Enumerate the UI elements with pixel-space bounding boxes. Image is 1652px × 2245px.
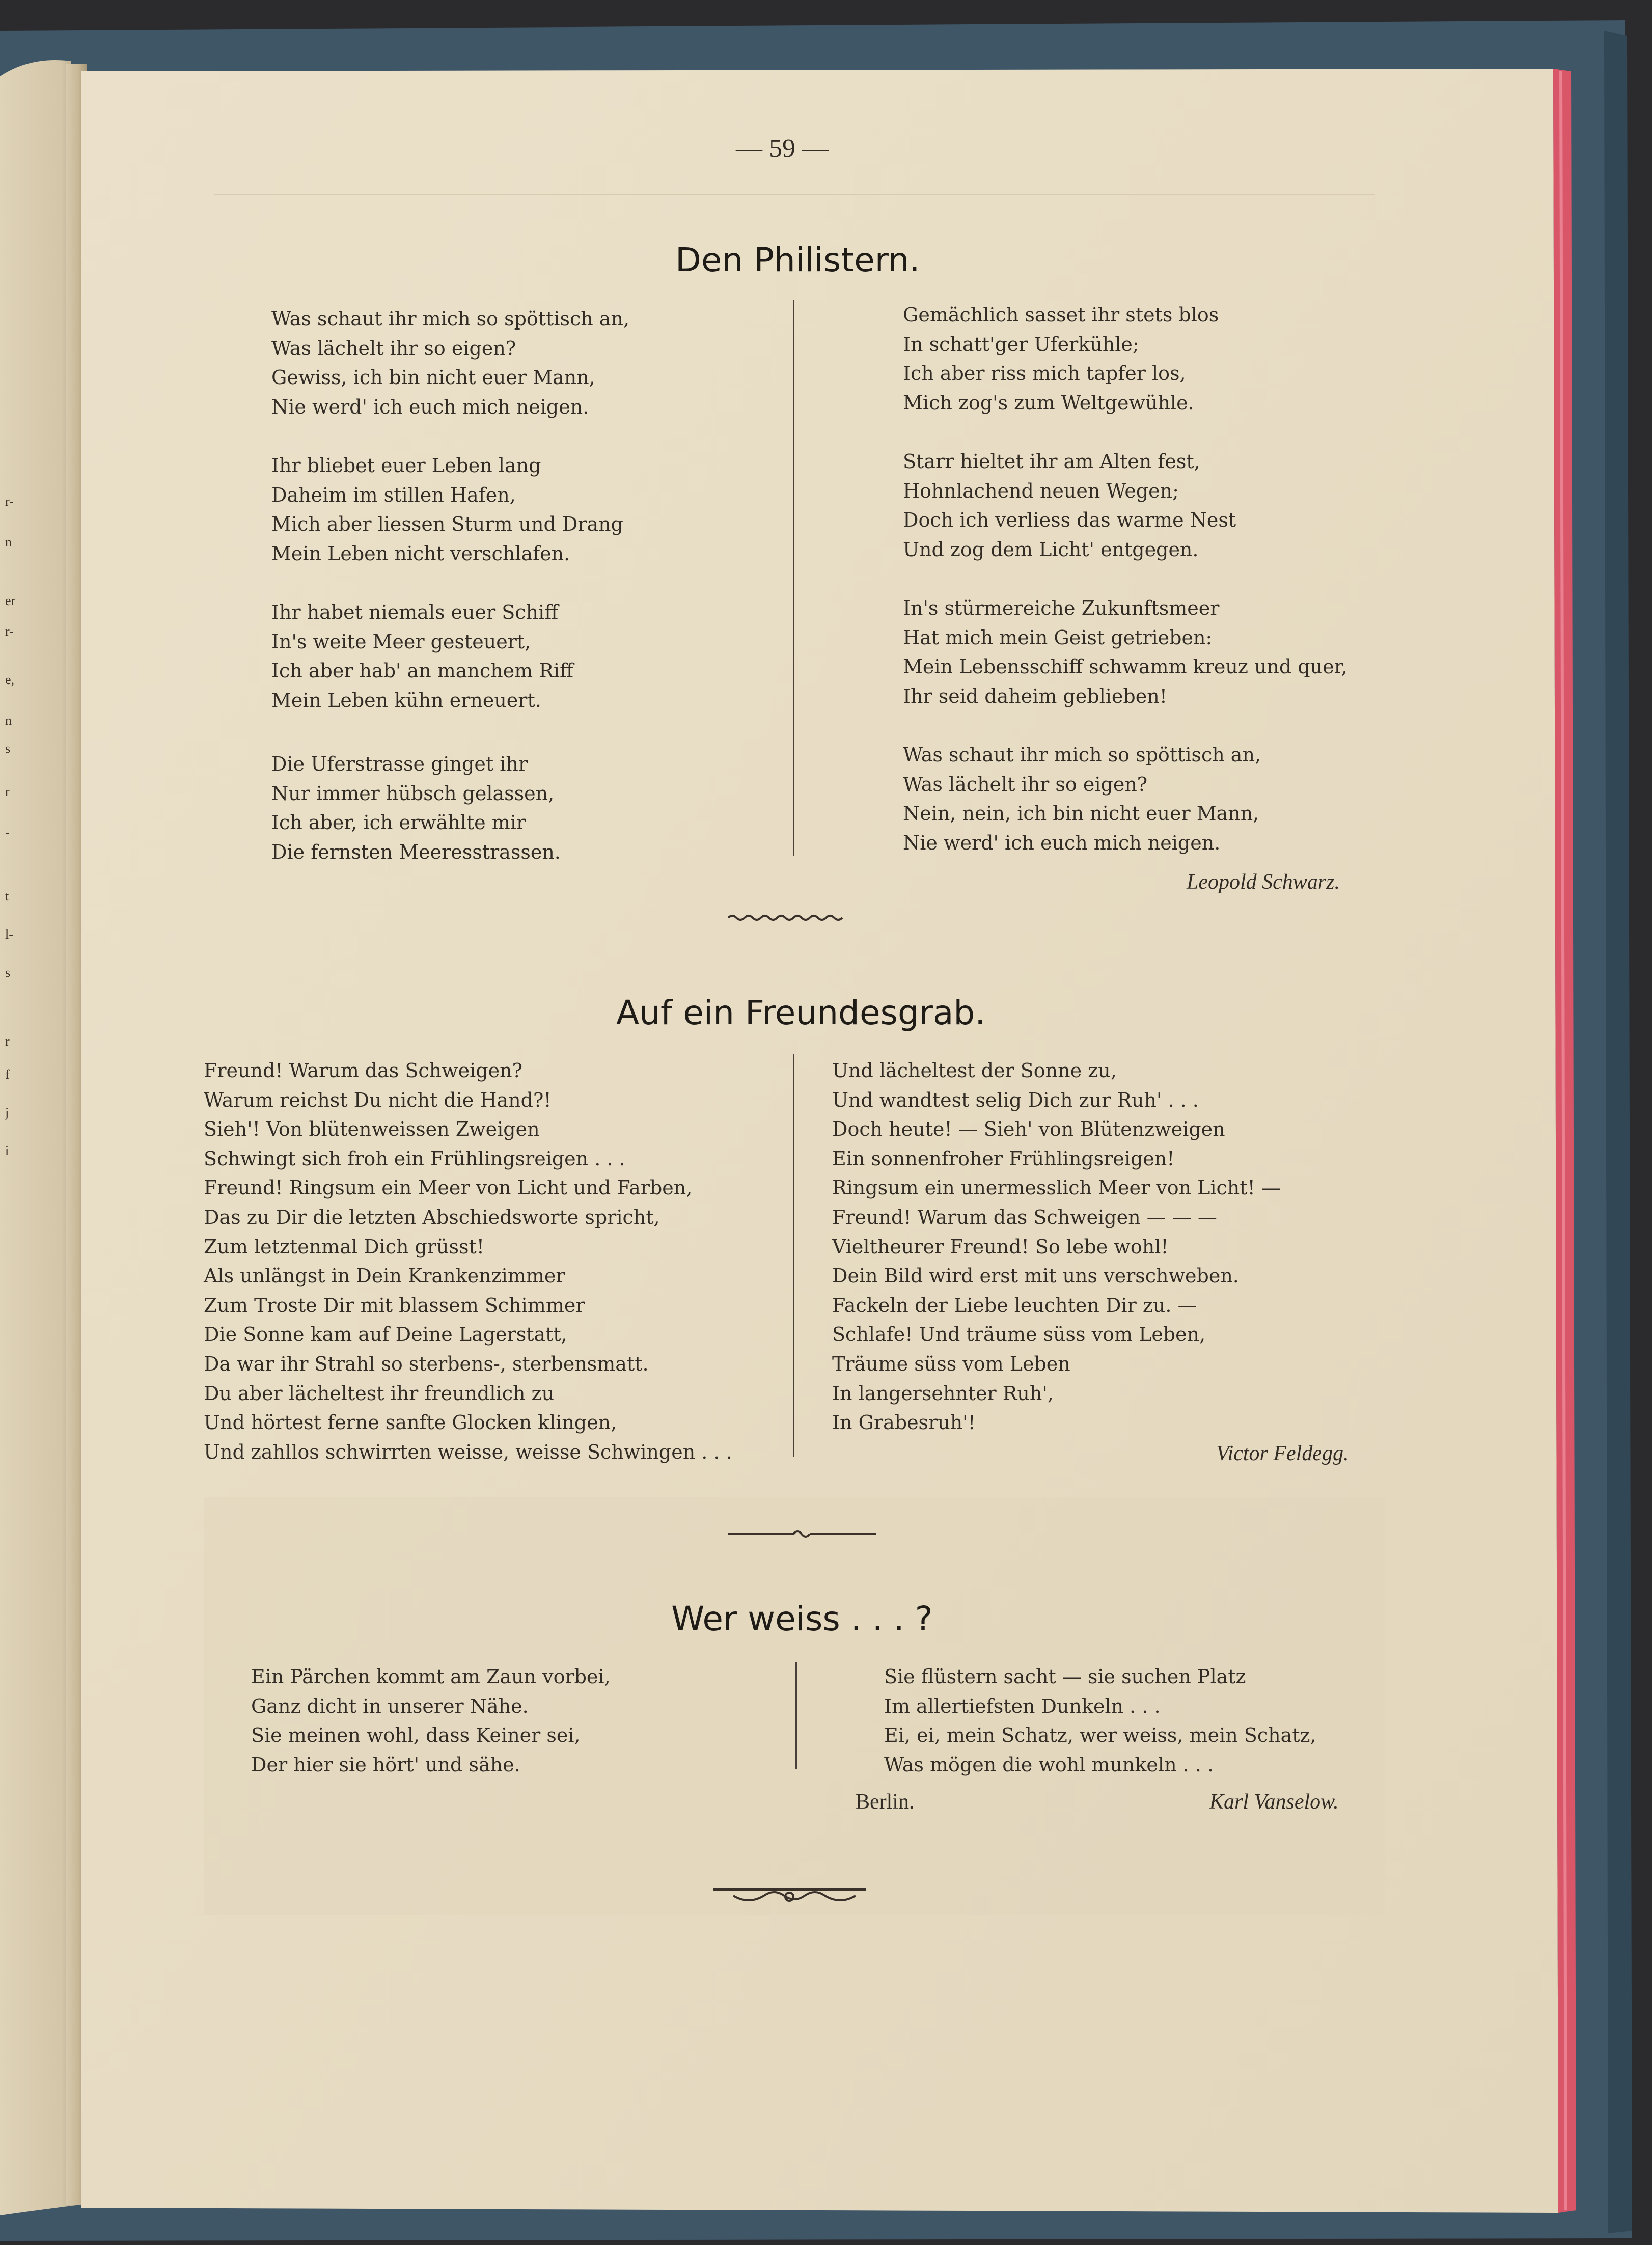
poem-author: Leopold Schwarz.	[1187, 870, 1340, 894]
verse-line: Hohnlachend neuen Wegen;	[903, 479, 1179, 502]
verse-line: Ihr habet niemals euer Schiff	[271, 601, 559, 623]
verse-line: Und hörtest ferne sanfte Glocken klingen,	[204, 1411, 617, 1434]
verse-line: Ein Pärchen kommt am Zaun vorbei,	[251, 1665, 611, 1688]
margin-fragment: i	[5, 1143, 9, 1158]
verse-line: Nie werd' ich euch mich neigen.	[271, 395, 589, 418]
poem-title: Auf ein Freundesgrab.	[616, 993, 986, 1032]
verse-line: Und wandtest selig Dich zur Ruh' . . .	[832, 1088, 1199, 1111]
verse-line: Die Sonne kam auf Deine Lagerstatt,	[204, 1323, 567, 1346]
margin-fragment: s	[5, 741, 11, 756]
verse-line: Starr hieltet ihr am Alten fest,	[903, 450, 1200, 473]
verse-line: Nie werd' ich euch mich neigen.	[903, 831, 1221, 854]
column-divider	[793, 300, 794, 856]
verse-line: Und lächeltest der Sonne zu,	[832, 1059, 1117, 1082]
poem-stanza	[271, 750, 561, 867]
verse-line: Zum Troste Dir mit blassem Schimmer	[204, 1294, 585, 1317]
verse-line: In's weite Meer gesteuert,	[271, 630, 531, 653]
poem-place: Berlin.	[856, 1790, 915, 1814]
poem-title: Den Philistern.	[675, 240, 920, 280]
verse-line: Du aber lächeltest ihr freundlich zu	[204, 1382, 555, 1405]
verse-line: Nur immer hübsch gelassen,	[271, 782, 555, 805]
verse-line: Schwingt sich froh ein Frühlingsreigen . . .	[204, 1147, 625, 1170]
verse-line: Was schaut ihr mich so spöttisch an,	[903, 744, 1261, 766]
margin-fragment: n	[5, 713, 12, 728]
margin-fragment: -	[5, 825, 10, 840]
margin-fragment: e,	[5, 672, 15, 687]
margin-fragment: j	[5, 1105, 9, 1120]
poem-stanza	[884, 1662, 1316, 1779]
margin-fragment: r	[5, 1034, 10, 1049]
verse-line: Warum reichst Du nicht die Hand?!	[204, 1088, 552, 1111]
verse-line: Das zu Dir die letzten Abschiedsworte spricht,	[204, 1206, 660, 1228]
verse-line: Ringsum ein unermesslich Meer von Licht! —	[832, 1176, 1281, 1199]
margin-fragment: r-	[5, 624, 14, 639]
verse-line: Freund! Ringsum ein Meer von Licht und Farben,	[204, 1176, 693, 1199]
verse-line: In langersehnter Ruh',	[832, 1382, 1054, 1405]
verse-line: Mein Leben nicht verschlafen.	[271, 542, 570, 565]
verse-line: Doch ich verliess das warme Nest	[903, 509, 1236, 532]
margin-fragment: er	[5, 593, 16, 608]
verse-line: Sie meinen wohl, dass Keiner sei,	[251, 1724, 581, 1747]
verse-line: Ich aber, ich erwählte mir	[271, 811, 526, 834]
verse-line: Als unlängst in Dein Krankenzimmer	[204, 1265, 565, 1288]
verse-line: Mein Leben kühn erneuert.	[271, 689, 541, 711]
column-divider	[793, 1054, 794, 1457]
verse-line: Ganz dicht in unserer Nähe.	[251, 1694, 529, 1717]
left-page-edge	[0, 60, 76, 2215]
margin-fragment: n	[5, 535, 12, 550]
poem-stanza	[251, 1662, 611, 1779]
poem-stanza	[204, 1056, 732, 1467]
margin-fragment: r-	[5, 494, 14, 509]
verse-line: Und zahllos schwirrten weisse, weisse Schwingen . . .	[204, 1440, 732, 1463]
poem-stanza	[903, 594, 1347, 711]
verse-line: Fackeln der Liebe leuchten Dir zu. —	[832, 1294, 1197, 1317]
poem-title: Wer weiss . . . ?	[671, 1599, 933, 1638]
column-divider	[795, 1662, 797, 1769]
verse-line: Die Uferstrasse ginget ihr	[271, 753, 528, 775]
poem-stanza	[903, 300, 1219, 418]
verse-line: Sieh'! Von blütenweissen Zweigen	[204, 1118, 540, 1141]
verse-line: Mich aber liessen Sturm und Drang	[271, 513, 623, 536]
verse-line: Gemächlich sasset ihr stets blos	[903, 304, 1219, 326]
verse-line: Was lächelt ihr so eigen?	[271, 337, 516, 360]
poem-stanza	[903, 447, 1236, 564]
margin-fragment: r	[5, 784, 10, 799]
margin-fragment: t	[5, 889, 9, 904]
verse-line: Freund! Warum das Schweigen — — —	[832, 1206, 1217, 1228]
verse-line: Ich aber hab' an manchem Riff	[271, 660, 574, 682]
verse-line: Freund! Warum das Schweigen?	[204, 1059, 522, 1082]
page-number: — 59 —	[736, 134, 829, 163]
verse-line: Da war ihr Strahl so sterbens-, sterbensmatt.	[204, 1352, 649, 1375]
verse-line: Ein sonnenfroher Frühlingsreigen!	[832, 1147, 1175, 1170]
verse-line: Im allertiefsten Dunkeln . . .	[884, 1694, 1161, 1717]
verse-line: Die fernsten Meeresstrassen.	[271, 840, 561, 863]
verse-line: Was lächelt ihr so eigen?	[903, 773, 1148, 796]
verse-line: Daheim im stillen Hafen,	[271, 483, 516, 506]
verse-line: Ihr seid daheim geblieben!	[903, 685, 1167, 707]
verse-line: Zum letztenmal Dich grüsst!	[204, 1235, 485, 1258]
verse-line: Was mögen die wohl munkeln . . .	[884, 1753, 1214, 1776]
verse-line: Nein, nein, ich bin nicht euer Mann,	[903, 802, 1259, 825]
poem-stanza	[271, 451, 623, 568]
verse-line: Dein Bild wird erst mit uns verschweben.	[832, 1265, 1239, 1288]
verse-line: Sie flüstern sacht — sie suchen Platz	[884, 1665, 1246, 1688]
poem-author: Karl Vanselow.	[1209, 1790, 1339, 1814]
verse-line: Schlafe! Und träume süss vom Leben,	[832, 1323, 1206, 1346]
verse-line: Hat mich mein Geist getrieben:	[903, 626, 1213, 649]
verse-line: Mein Lebensschiff schwamm kreuz und quer,	[903, 655, 1347, 678]
verse-line: Der hier sie hört' und sähe.	[251, 1753, 520, 1776]
poem-stanza	[903, 741, 1261, 858]
margin-fragment: l-	[5, 927, 13, 942]
verse-line: Gewiss, ich bin nicht euer Mann,	[271, 366, 595, 389]
verse-line: Und zog dem Licht' entgegen.	[903, 538, 1199, 561]
verse-line: Ei, ei, mein Schatz, wer weiss, mein Schatz,	[884, 1724, 1316, 1747]
verse-line: Träume süss vom Leben	[832, 1352, 1070, 1375]
verse-line: Ich aber riss mich tapfer los,	[903, 362, 1186, 385]
margin-fragment: f	[5, 1067, 10, 1082]
poem-stanza	[271, 305, 629, 422]
verse-line: In Grabesruh'!	[832, 1411, 976, 1434]
verse-line: Was schaut ihr mich so spöttisch an,	[271, 308, 630, 330]
verse-line: In schatt'ger Uferkühle;	[903, 333, 1139, 355]
poem-stanza	[271, 598, 573, 715]
verse-line: In's stürmereiche Zukunftsmeer	[903, 597, 1220, 619]
verse-line: Doch heute! — Sieh' von Blütenzweigen	[832, 1118, 1225, 1141]
poem-author: Victor Feldegg.	[1216, 1442, 1349, 1465]
poem-stanza	[832, 1056, 1281, 1438]
verse-line: Mich zog's zum Weltgewühle.	[903, 391, 1194, 414]
verse-line: Ihr bliebet euer Leben lang	[271, 454, 541, 477]
margin-fragment: s	[5, 965, 11, 980]
verse-line: Vieltheurer Freund! So lebe wohl!	[832, 1235, 1169, 1258]
